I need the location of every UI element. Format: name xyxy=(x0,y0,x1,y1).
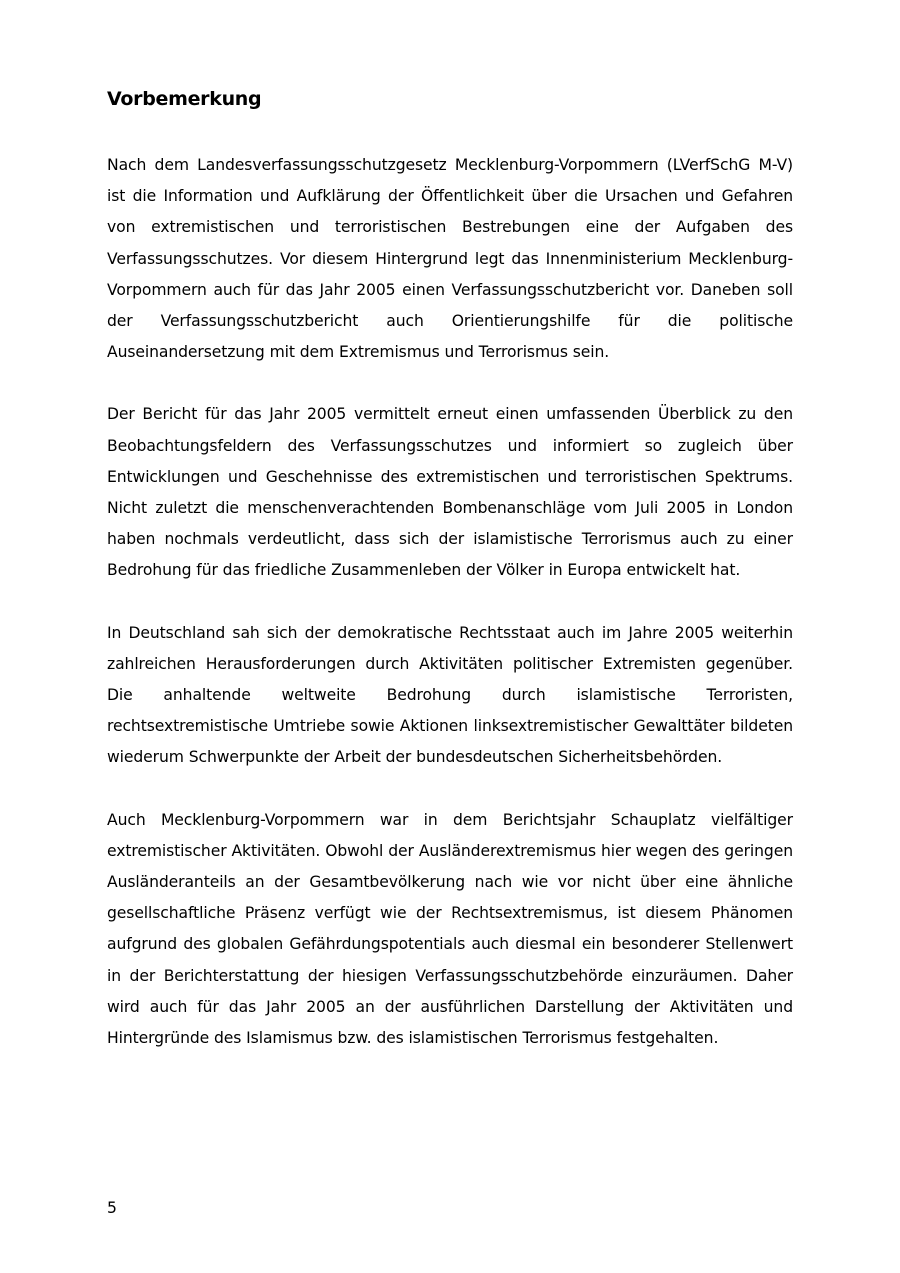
paragraph-2: Der Bericht für das Jahr 2005 vermittelt erneut einen umfassenden Überblick zu den Beobachtungsfeldern des Verfassungsschutzes und informiert so zugleich über Entwicklungen und Geschehnisse des extremistischen und terroristischen Spektrums. Nicht zuletzt die menschenverachtenden Bombenanschläge vom Juli 2005 in London haben nochmals verdeutlicht, dass sich der islamistische Terrorismus auch zu einer Bedrohung für das friedliche Zusammenleben der Völker in Europa entwickelt hat. xyxy=(107,405,793,580)
body-text xyxy=(107,150,793,1085)
page-title: Vorbemerkung xyxy=(107,88,262,110)
paragraph-4: Auch Mecklenburg-Vorpommern war in dem Berichtsjahr Schauplatz vielfältiger extremistischer Aktivitäten. Obwohl der Ausländerextremismus hier wegen des geringen Ausländeranteils an der Gesamtbevölkerung nach wie vor nicht über eine ähnliche gesellschaftliche Präsenz verfügt wie der Rechtsextremismus, ist diesem Phänomen aufgrund des globalen Gefährdungspotentials auch diesmal ein besonderer Stellenwert in der Berichterstattung der hiesigen Verfassungsschutzbehörde einzuräumen. Daher wird auch für das Jahr 2005 an der ausführlichen Darstellung der Aktivitäten und Hintergründe des Islamismus bzw. des islamistischen Terrorismus festgehalten. xyxy=(107,810,793,1048)
paragraph-3: In Deutschland sah sich der demokratische Rechtsstaat auch im Jahre 2005 weiterhin zahlreichen Herausforderungen durch Aktivitäten politischer Extremisten gegenüber. Die anhaltende weltweite Bedrohung durch islamistische Terroristen, rechtsextremistische Umtriebe sowie Aktionen linksextremistischer Gewalttäter bildeten wiederum Schwerpunkte der Arbeit der bundesdeutschen Sicherheitsbehörden. xyxy=(107,623,793,767)
paragraph-1: Nach dem Landesverfassungsschutzgesetz Mecklenburg-Vorpommern (LVerfSchG M-V) ist die Information und Aufklärung der Öffentlichkeit über die Ursachen und Gefahren von extremistischen und terroristischen Bestrebungen eine der Aufgaben des Verfassungsschutzes. Vor diesem Hintergrund legt das Innenministerium Mecklenburg-Vorpommern auch für das Jahr 2005 einen Verfassungsschutzbericht vor. Daneben soll der Verfassungsschutzbericht auch Orientierungshilfe für die politische Auseinandersetzung mit dem Extremismus und Terrorismus sein. xyxy=(107,156,793,362)
page-number: 5 xyxy=(107,1199,117,1217)
